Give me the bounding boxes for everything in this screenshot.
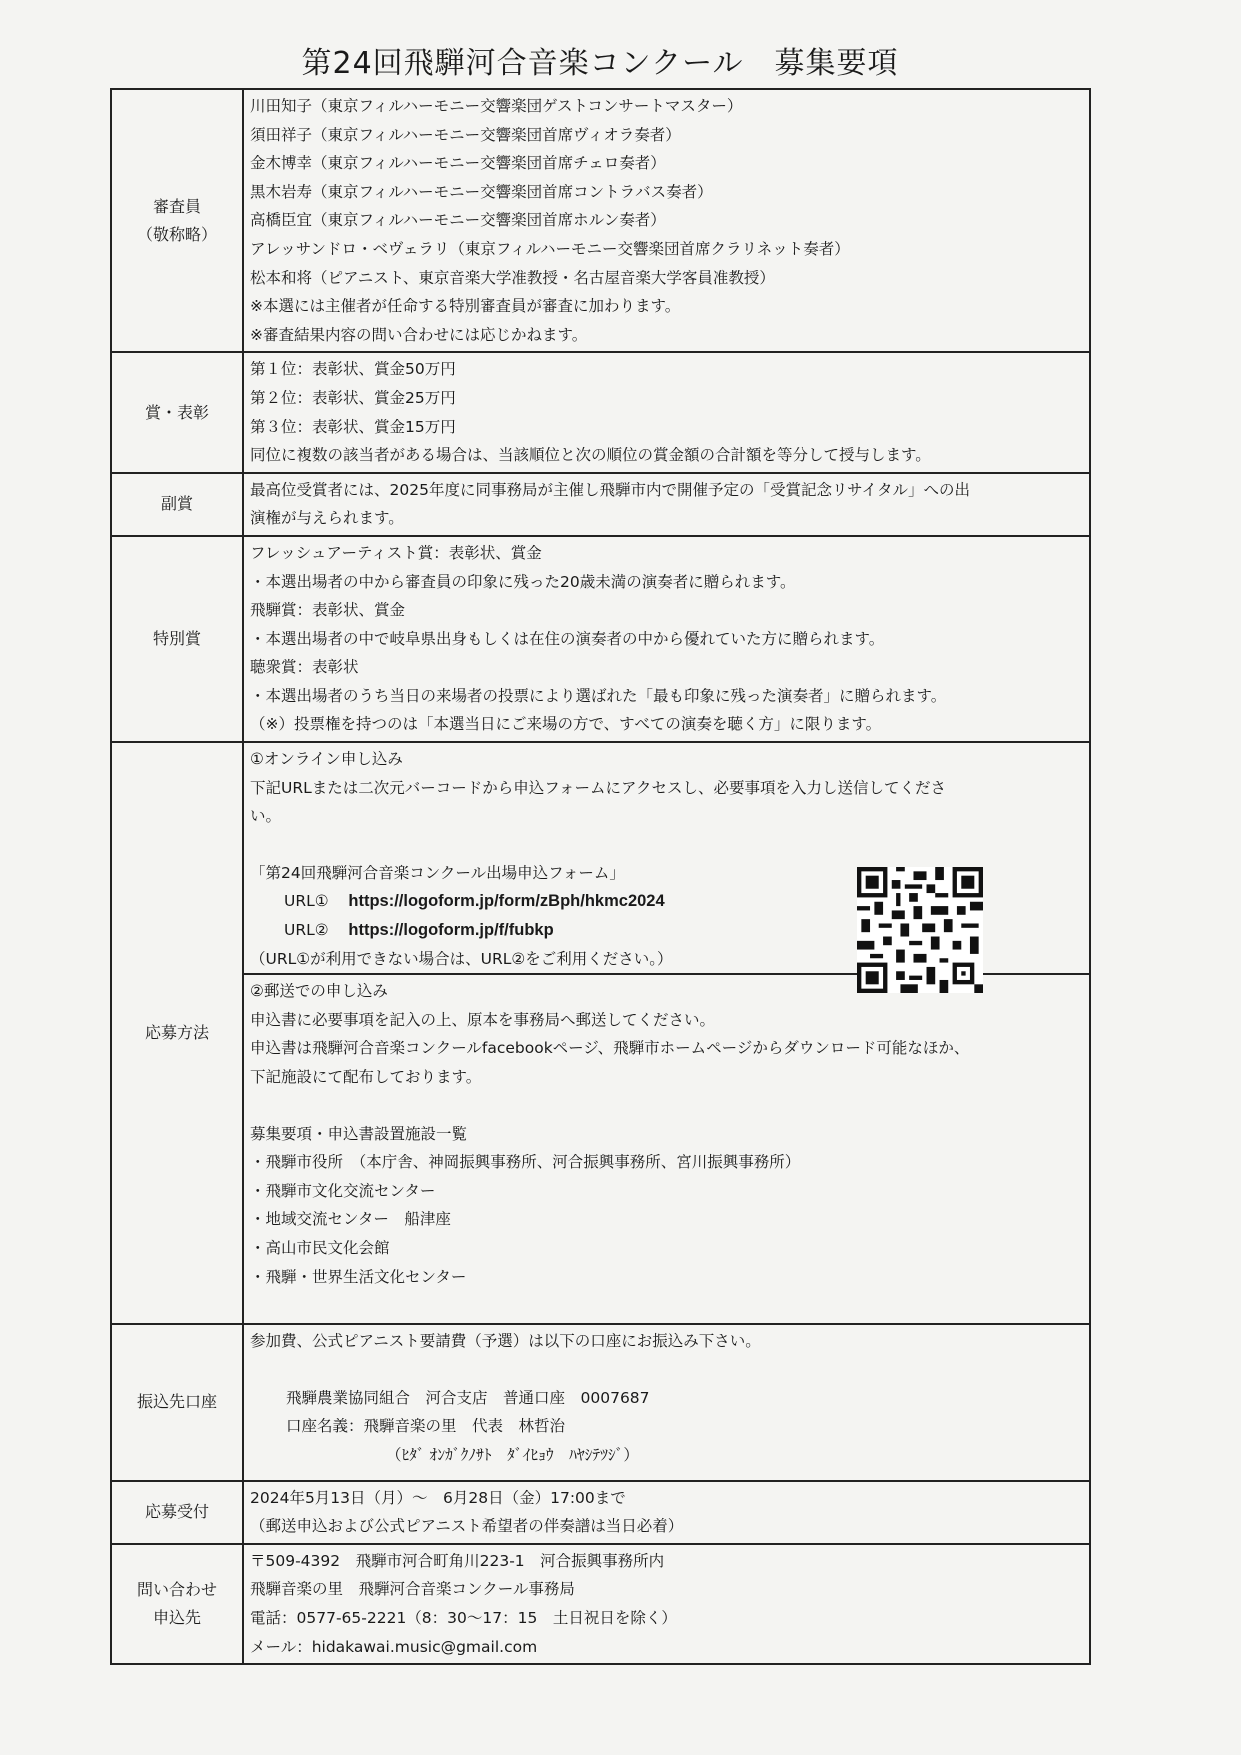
period-content (243, 1481, 1090, 1544)
online-section (250, 745, 1083, 973)
special-line: フレッシュアーティスト賞：表彰状、賞金 (250, 543, 542, 562)
url-note: （URL①が利用できない場合は、URL②をご利用ください。） (250, 949, 673, 968)
online-instruction: 下記URLまたは二次元バーコードから申込フォームにアクセスし、必要事項を入力し送信してくださ (250, 778, 947, 797)
url1-label: URL① (284, 892, 329, 911)
prizes-content (243, 352, 1090, 472)
sub-prize-line: 最高位受賞者には、2025年度に同事務局が主催し飛騨市内で開催予定の「受賞記念リサイタル」への出 (250, 480, 971, 499)
mail-heading: ②郵送での申し込み (250, 982, 388, 1001)
facility-item: ・飛騨・世界生活文化センター (250, 1267, 467, 1286)
facility-item: ・地域交流センター 船津座 (250, 1210, 451, 1229)
judge-line: 松本和将（ピアニスト、東京音楽大学准教授・名古屋音楽大学客員准教授） (250, 268, 775, 287)
url2-link[interactable]: https://logoform.jp/f/fubkp (348, 921, 554, 940)
prize-line: 第２位：表彰状、賞金25万円 (250, 388, 456, 407)
mail-instruction: 下記施設にて配布しております。 (250, 1068, 482, 1086)
facility-item: ・飛騨市文化交流センター (250, 1181, 436, 1200)
sub-prize-row (111, 473, 1090, 536)
judge-line: 須田祥子（東京フィルハーモニー交響楽団首席ヴィオラ奏者） (250, 125, 681, 144)
mail-instruction: 申込書は飛騨河合音楽コンクールfacebookページ、飛騨市ホームページからダウンロード可能なほか、 (250, 1039, 970, 1058)
sub-prize-label: 副賞 (111, 473, 243, 536)
bank-instruction: 参加費、公式ピアニスト要請費（予選）は以下の口座にお振込み下さい。 (250, 1332, 761, 1351)
contact-label-line1: 問い合わせ (136, 1579, 217, 1599)
mail-section (244, 973, 1089, 1321)
qr-code-icon[interactable] (857, 867, 983, 993)
facility-item: ・飛騨市役所 （本庁舎、神岡振興事務所、河合振興事務所、宮川振興事務所） (250, 1153, 801, 1172)
apply-label: 応募方法 (111, 742, 243, 1324)
judges-label-line1: 審査員 (152, 196, 201, 216)
judge-line: 川田知子（東京フィルハーモニー交響楽団ゲストコンサートマスター） (250, 97, 743, 115)
bank-content (243, 1324, 1090, 1480)
special-label: 特別賞 (111, 536, 243, 742)
judges-label (111, 89, 243, 352)
page-title: 第24回飛騨河合音楽コンクール 募集要項 (301, 46, 899, 81)
apply-row (111, 742, 1090, 1324)
online-heading: ①オンライン申し込み (250, 750, 403, 769)
contact-label (111, 1544, 243, 1664)
judges-label-line2: （敬称略） (136, 224, 217, 244)
facility-item: ・高山市民文化会館 (250, 1238, 390, 1257)
special-line: ・本選出場者の中で岐阜県出身もしくは在住の演奏者の中から優れていた方に贈られます。 (250, 629, 885, 648)
period-label: 応募受付 (111, 1481, 243, 1544)
special-line: ・本選出場者のうち当日の来場者の投票により選ばれた「最も印象に残った演奏者」に贈られます。 (250, 686, 947, 705)
sub-prize-content (243, 473, 1090, 536)
mail-instruction: 申込書に必要事項を記入の上、原本を事務局へ郵送してください。 (250, 1010, 716, 1029)
bank-row (111, 1324, 1090, 1480)
form-name: 「第24回飛騨河合音楽コンクール出場申込フォーム」 (250, 863, 625, 882)
contact-row (111, 1544, 1090, 1664)
judges-content (243, 89, 1090, 352)
special-line: ・本選出場者の中から審査員の印象に残った20歳未満の演奏者に贈られます。 (250, 572, 796, 591)
contact-office: 飛騨音楽の里 飛騨河合音楽コンクール事務局 (250, 1580, 575, 1599)
facilities-heading: 募集要項・申込書設置施設一覧 (250, 1124, 468, 1143)
prize-note: 同位に複数の該当者がある場合は、当該順位と次の順位の賞金額の合計額を等分して授与します。 (250, 446, 931, 465)
url1-link[interactable]: https://logoform.jp/form/zBph/hkmc2024 (348, 892, 665, 911)
period-note: （郵送申込および公式ピアニスト希望者の伴奏譜は当日必着） (250, 1517, 684, 1536)
special-row (111, 536, 1090, 742)
contact-email[interactable]: メール：hidakawai.music@gmail.com (250, 1637, 538, 1656)
online-instruction: い。 (250, 807, 282, 826)
sub-prize-line: 演権が与えられます。 (250, 509, 404, 528)
contact-address: 〒509-4392 飛騨市河合町角川223-1 河合振興事務所内 (250, 1551, 665, 1570)
prize-line: 第３位：表彰状、賞金15万円 (250, 417, 456, 436)
prizes-label: 賞・表彰 (111, 352, 243, 472)
judge-line: 高橋臣宜（東京フィルハーモニー交響楽団首席ホルン奏者） (250, 211, 666, 230)
bank-account-name: 口座名義：飛騨音楽の里 代表 林哲治 (286, 1417, 566, 1436)
special-line: 聴衆賞：表彰状 (250, 658, 359, 677)
judges-row (111, 89, 1090, 352)
prize-line: 第１位：表彰状、賞金50万円 (250, 360, 456, 379)
period-row (111, 1481, 1090, 1544)
contact-phone: 電話：0577-65-2221（8：30～17：15 土日祝日を除く） (250, 1608, 677, 1627)
judge-line: 金木博幸（東京フィルハーモニー交響楽団首席チェロ奏者） (250, 154, 666, 173)
prizes-row (111, 352, 1090, 472)
judge-note: ※本選には主催者が任命する特別審査員が審査に加わります。 (250, 297, 681, 316)
judge-note: ※審査結果内容の問い合わせには応じかねます。 (250, 325, 588, 344)
special-content (243, 536, 1090, 742)
bank-account: 飛騨農業協同組合 河合支店 普通口座 0007687 (286, 1388, 650, 1407)
bank-label: 振込先口座 (111, 1324, 243, 1480)
guidelines-table (110, 88, 1091, 1665)
contact-content (243, 1544, 1090, 1664)
judge-line: 黒木岩寿（東京フィルハーモニー交響楽団首席コントラバス奏者） (250, 182, 713, 201)
special-line: （※）投票権を持つのは「本選当日にご来場の方で、すべての演奏を聴く方」に限ります。 (250, 715, 882, 734)
bank-account-kana: （ﾋﾀﾞ ｵﾝｶﾞｸﾉｻﾄ ﾀﾞｲﾋｮｳ ﾊﾔｼﾃﾂｼﾞ） (386, 1445, 639, 1464)
contact-label-line2: 申込先 (152, 1607, 201, 1627)
judge-line: アレッサンドロ・ベヴェラリ（東京フィルハーモニー交響楽団首席クラリネット奏者） (250, 239, 850, 258)
apply-content (243, 742, 1090, 1324)
special-line: 飛騨賞：表彰状、賞金 (250, 601, 406, 620)
url2-label: URL② (284, 921, 329, 940)
period-dates: 2024年5月13日（月）～ 6月28日（金）17:00まで (250, 1488, 626, 1507)
